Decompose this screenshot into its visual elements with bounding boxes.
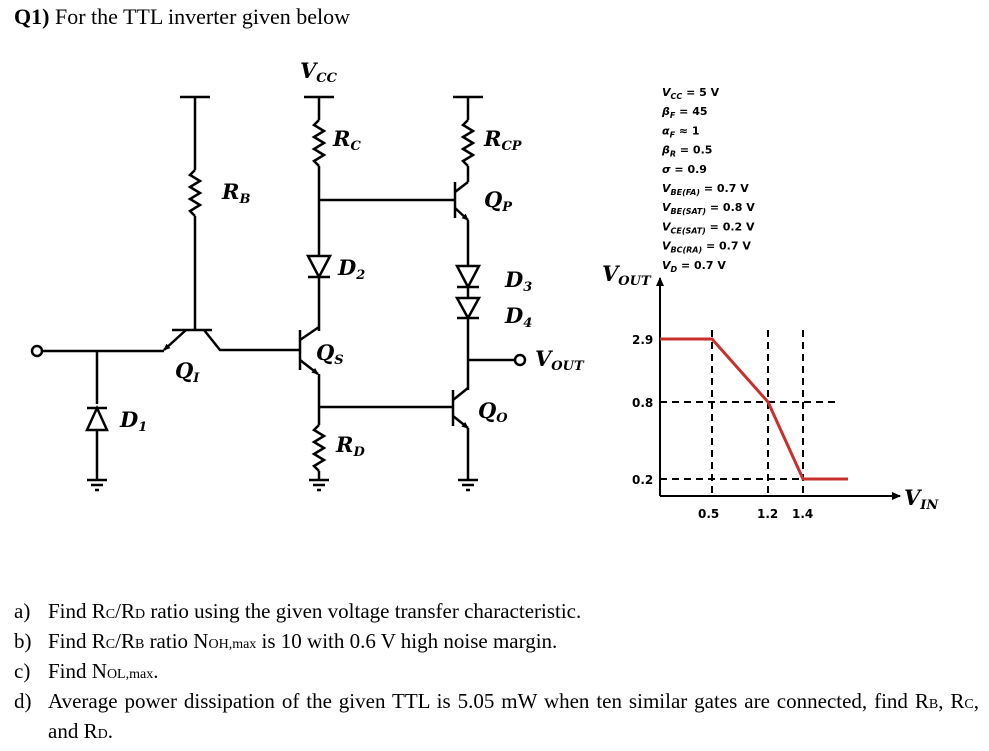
d2-diode <box>308 256 330 277</box>
rd-label: RD <box>336 432 365 460</box>
qp-collector <box>455 182 468 192</box>
question-text: Find N <box>48 659 107 683</box>
question-label: d) <box>14 689 32 713</box>
question-text: C <box>105 607 116 622</box>
rcp-label: RCP <box>484 126 522 154</box>
parameter-item: $\alpha_F \approx 1$ <box>662 124 700 140</box>
rb-resistor <box>190 170 200 216</box>
qs-collector <box>300 327 319 340</box>
parameter-item: $V_{BE(SAT)} = 0.8$ V <box>662 201 755 217</box>
vtc-curve <box>660 339 848 479</box>
question-text: D <box>97 727 108 742</box>
question-text: /R <box>115 629 135 653</box>
question-text: B <box>928 697 939 712</box>
rd-resistor <box>314 425 324 471</box>
question-text: . <box>153 659 159 683</box>
question-text: , and R <box>48 689 979 743</box>
qi-emitter <box>164 330 186 350</box>
question-text: C <box>964 697 974 712</box>
question-text: Find R <box>48 599 106 623</box>
vout-terminal-label: VOUT <box>535 346 584 374</box>
vtc-x-tick-label: 1.2 <box>757 507 779 521</box>
problem-number: Q1) <box>14 4 50 29</box>
rb-label: RB <box>222 179 251 207</box>
vtc-x-tick-label: 0.5 <box>698 507 720 521</box>
vtc-y-tick-label: 0.8 <box>632 396 654 410</box>
question-label: c) <box>14 659 31 683</box>
question-item <box>14 628 979 658</box>
question-label: a) <box>14 599 31 623</box>
qo-emitter <box>453 416 468 428</box>
question-item <box>14 658 979 688</box>
question-list <box>14 598 979 748</box>
parameter-item: $\beta_F = 45$ <box>662 105 708 121</box>
rc-resistor <box>314 120 324 166</box>
vtc-x-axis-label: VIN <box>904 485 939 513</box>
d1-diode <box>87 408 107 430</box>
input-terminal[interactable] <box>32 346 42 356</box>
d2-label: D2 <box>338 255 366 283</box>
question-item <box>14 688 979 748</box>
parameter-item: $\beta_R = 0.5$ <box>662 143 713 159</box>
question-item <box>14 598 979 628</box>
rc-label: RC <box>333 126 361 154</box>
d3-diode <box>457 266 479 287</box>
question-text: ratio N <box>144 629 209 653</box>
question-text: ratio using the given voltage transfer characteristic. <box>145 599 582 623</box>
ground-icon <box>309 480 329 490</box>
qi-label: QI <box>175 358 200 386</box>
question-text: D <box>134 607 146 622</box>
ground-icon <box>458 480 478 490</box>
question-text: . <box>107 719 113 743</box>
vtc-y-tick-label: 0.2 <box>632 473 654 487</box>
vcc-label: VCC <box>300 58 337 86</box>
parameter-list <box>661 86 755 274</box>
qo-label: QO <box>478 398 508 426</box>
question-text: Find R <box>48 629 106 653</box>
qs-label: QS <box>316 340 344 368</box>
question-text: is 10 with 0.6 V high noise margin. <box>256 629 558 653</box>
rcp-resistor <box>463 120 473 166</box>
parameter-item: $V_{CE(SAT)} = 0.2$ V <box>662 220 755 236</box>
question-text: OL,max <box>106 667 154 682</box>
vtc-graph <box>602 258 939 521</box>
parameter-item: $V_{CC} = 5$ V <box>662 86 720 101</box>
d3-label: D3 <box>505 267 533 295</box>
qi-collector <box>204 330 300 350</box>
ground-icon <box>87 480 107 490</box>
output-terminal[interactable] <box>515 355 525 365</box>
question-text: , R <box>938 689 965 713</box>
qp-emitter <box>455 208 468 220</box>
parameter-item: $V_{BE(FA)} = 0.7$ V <box>662 182 749 197</box>
vtc-y-tick-label: 2.9 <box>632 333 654 347</box>
question-text: B <box>134 637 145 652</box>
problem-title-text: For the TTL inverter given below <box>54 4 351 29</box>
parameter-item: $V_D = 0.7$ V <box>662 258 726 274</box>
question-text: /R <box>115 599 135 623</box>
parameter-item: $V_{BC(RA)} = 0.7$ V <box>662 239 751 255</box>
question-text: C <box>105 637 116 652</box>
question-text: OH,max <box>208 637 257 652</box>
qo-collector <box>453 388 468 400</box>
d1-label: D1 <box>120 407 148 435</box>
qp-label: QP <box>484 187 513 215</box>
question-label: b) <box>14 629 32 653</box>
d4-diode <box>457 298 479 318</box>
vtc-x-tick-label: 1.4 <box>792 507 814 521</box>
vtc-y-axis-label: VOUT <box>602 261 651 289</box>
d4-label: D4 <box>505 303 533 331</box>
question-text: Average power dissipation of the given TTL is 5.05 mW when ten similar gates are connected, find R <box>48 689 929 713</box>
parameter-item: σ = 0.9 <box>662 162 707 176</box>
